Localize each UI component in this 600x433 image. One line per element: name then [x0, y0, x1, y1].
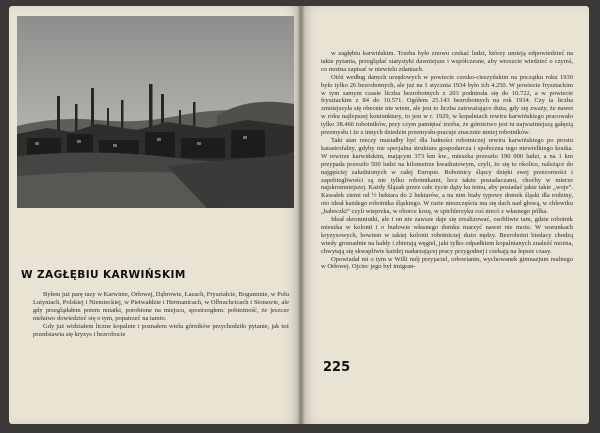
paragraph: Gdy już widziałem liczne kopalnie i poznałem wielu górników przychodziło pytanie, jak też przedstawia się kryzys i bezrobocie: [33, 322, 289, 338]
right-body-text: [321, 50, 573, 271]
book-gutter: [297, 6, 305, 424]
paragraph: Taki stan rzeczy musiałby być dla ludności robotniczej rewiru karwińskiego po prostu katastrofalny, gdyby nie specjalna struktura gospodarcza i społeczna tego niewielkiego kraika. W rewirze karwińskim, mającym 373 km kw., mieszka przeszło 190 000 ludzi, a na 1 km przypada przeszło 500 ludzi na kilometrze kwadratowym, czyli, że się to okolice, należące do najgęściej zaludnionych w całej Europie. Robotnicy śląscy dzięki swej przezorności i zapobiegliwości są nie tylko robotnikami, lecz także posiadaczami, choćby w mierze najskromniejszej. Każdy Ślązak przez całe życie dąży ku temu, aby posiadać jakie takie „woje”. Kawałek ziemi od ½ hektara do 2 hektarów, a na nim biały typowy domek śląski dla rodziny, oto ideał każdego robotnika śląskiego. W razie nieszczęścia ma się dach nad głową, w chlewiku „babeczki” czyli wieprzka, w oborce kozę, w spichlerzyku coś niecó z własnego pólka.: [321, 136, 573, 216]
paragraph: Otóż według danych urzędowych w powiecie czesko-cieszyńskim na początku roku 1930 było tylko 26 bezrobotnych, ale już na 1 stycznia 1934 było ich 4.250. W powiecie frysztackim w tym samym czasie liczba bezrobotnych z 203 podniosła się do 10.722, a w powiecie frysztackim z 84 do 10.571. Ogółem 25.143 bezrobotnych na rok 1934. Czy ta liczba zmniejszyła się obecnie nie wiem, ale jest to liczba zatrważająco duża, gdy się zważy, że nawet w roku najlepszej koniunktury, to jest w r. 1929, w kopalniach rewiru karwińskiego pracowało tylko 38.466 robotników, przy czym pamiętać trzeba, że górnictwo jest tu najważniejszą gałęzią przemysłu i że z innych dziedzin przemysłu-pracuje znacznie mniej robotników.: [321, 73, 573, 137]
steelworks-photo-illustration: [17, 16, 294, 208]
paragraph: Ideał skromniutki, ale i on nie zawsze daje się zrealizować, osobliwie tam, gdzie robotnik mieszka w kolonii i o budowie własnego domku marzyć nawet nie może. W warunkach kryzysowych, bowiem w takiej kolonii robotniczej dużo nędzy. Bezrobotni biedacy chodzą wtedy gromadnie na hałdy i zbierają węgiel, jaki tylko odpadkiem kopalnianych znaleźć można, chwytają się skwapliwie każdej nadarzającej pracy przygodnej i czekają na lepsze czasy.: [321, 216, 573, 255]
paragraph: w zagłębiu karwińskim. Trzeba było znowu czekać ludzi, którzy umieją odpowiedzieć na takie pytania, przeglądać statystyki dawniejsze i współczesne, aby wreszcie wiedzieć o czymś, co można zapisać w niewielu zdaniach.: [321, 50, 573, 73]
chapter-heading: W ZAGŁĘBIU KARWIŃSKIM: [21, 269, 186, 281]
left-page: [9, 6, 301, 424]
paragraph: Byłem już parę razy w Karwinie, Orłowej, Dąbrowie, Łazach, Fryształcie, Boguminie, w Polu Lutyniach, Polskiej i Niemieckiej, w Pietwałdzie i Hermanicach, w Olbrachcicach i Stonawie, ale gdy przeglądałem potem notatki, porobione na miejscu, spostrzegłem: pobieżność, że jeszcze niełatwo dowiedzieć się o tym, popatrzeć na tamto.: [33, 291, 289, 322]
left-body-text: [33, 291, 289, 338]
right-page: [301, 6, 589, 424]
open-book: [9, 6, 589, 424]
paragraph: Opowiadał mi o tym w Willi mój przyjaciel, orłowianin, wychowanek gimnazjum realnego w Orłowej. Ojciec jego był imigran-: [321, 255, 573, 271]
industrial-landscape-photo: [17, 16, 294, 208]
photo-caption: Trzyniec. Widok ogólny hut żelaznych: [224, 202, 289, 207]
page-number: 225: [323, 360, 351, 375]
